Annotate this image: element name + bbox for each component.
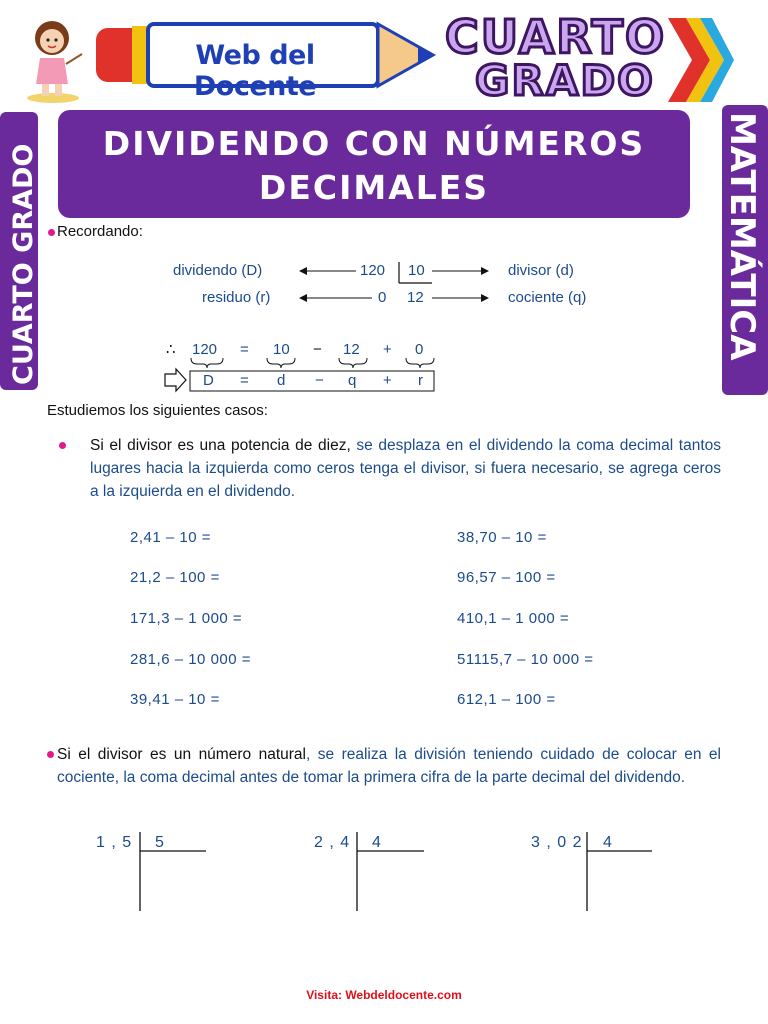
side-banner-right-text: MATEMÁTICA [722,112,762,361]
exercise-left-1: 2,41 – 10 = [130,529,211,546]
eq-letter: r [418,372,423,389]
division-1-divisor: 5 [155,834,165,851]
eq-letter: d [277,372,286,389]
case2-highlight: , se realiza la división teniendo cuidado de colocar en el cociente, la coma decimal antes de tomar la primera cifra de la parte decimal del dividendo. [57,746,721,786]
division-3-divisor: 4 [603,834,613,851]
eq-symbol: = [240,372,249,389]
exercise-left-3: 171,3 – 1 000 = [130,610,243,627]
case1-plain: Si el divisor es una potencia de diez, [90,437,357,454]
bullet-icon [59,442,66,449]
side-banner-left-text: CUARTO GRADO [8,143,39,385]
dividend-value: 120 [360,262,386,279]
eq-symbol: − [313,341,322,358]
estudiemos-label: Estudiemos los siguientes casos: [47,402,268,419]
case2-paragraph [57,743,721,789]
eq-letter: q [348,372,357,389]
division-brackets [0,820,768,920]
recordando-label: Recordando: [57,223,143,240]
eq-value: 120 [192,341,218,358]
title-line-2: DECIMALES [258,168,490,207]
exercise-right-3: 410,1 – 1 000 = [457,610,570,627]
exercise-left-4: 281,6 – 10 000 = [130,651,252,668]
division-2-divisor: 4 [372,834,382,851]
division-1-dividend: 1 , 5 [96,834,133,851]
eq-value: 0 [415,341,424,358]
case1-highlight: se desplaza en el dividendo la coma decimal tantos lugares hacia la izquierda como ceros tenga el divisor, si fuera necesario, se agrega ceros a la izquierda en el dividendo. [90,437,721,500]
exercise-left-2: 21,2 – 100 = [130,569,220,586]
equation-values [191,341,441,361]
divisor-value: 10 [408,262,425,279]
residuo-label: residuo (r) [202,289,271,306]
exercise-right-5: 612,1 – 100 = [457,691,556,708]
bullet-icon [47,751,54,758]
equation-letters [191,372,441,392]
residue-value: 0 [378,289,387,306]
dividendo-label: dividendo (D) [173,262,263,279]
logo-text: Web del Docente [193,40,317,102]
eq-symbol: + [383,372,392,389]
exercise-right-2: 96,57 – 100 = [457,569,556,586]
footer-visit-link[interactable]: Visita: Webdeldocente.com [306,988,462,1002]
cociente-label: cociente (q) [508,289,587,306]
case1-paragraph [90,434,721,503]
grade-logo-line2: GRADO [475,56,655,105]
eq-symbol: = [240,341,249,358]
quotient-value: 12 [407,289,424,306]
case2-plain: Si el divisor es un número natural [57,746,306,763]
divisor-label: divisor (d) [508,262,574,279]
division-3-dividend: 3 , 0 2 [531,834,583,851]
eq-letter: D [203,372,214,389]
title-line-1: DIVIDENDO CON NÚMEROS [102,124,646,163]
exercise-left-5: 39,41 – 10 = [130,691,220,708]
division-2-dividend: 2 , 4 [314,834,351,851]
grade-logo-line1: CUARTO [445,10,667,64]
exercise-right-4: 51115,7 – 10 000 = [457,651,594,668]
eq-value: 12 [343,341,360,358]
exercise-right-1: 38,70 – 10 = [457,529,547,546]
eq-value: 10 [273,341,290,358]
division-arrows [0,0,768,400]
eq-symbol: + [383,341,392,358]
therefore-symbol: ∴ [166,341,176,358]
eq-symbol: − [315,372,324,389]
